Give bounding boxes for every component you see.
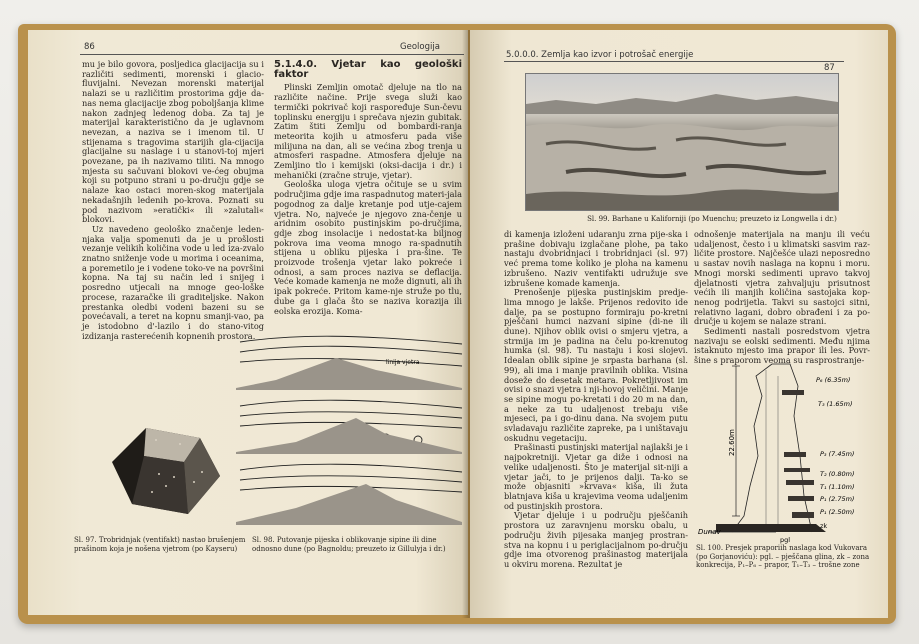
layer-label: P₁ (2.50m) bbox=[820, 508, 855, 516]
wind-line-label: linija vjetra bbox=[386, 359, 420, 366]
figure-100-caption: Sl. 100. Presjek praporiih naslaga kod Vukovara (po Gorjanoviću): pgl. – pješčana glina, zk – zona konkrecija, P₁–P₆ – prapor, T₁–T₃ – trošne zone bbox=[696, 544, 870, 569]
layer-label: T₃ (1.65m) bbox=[818, 400, 853, 408]
pgl-label: pgl bbox=[780, 536, 791, 544]
right-page bbox=[470, 30, 888, 618]
section-height-label: 22.60m bbox=[728, 429, 736, 456]
layer-label: P₁ (2.75m) bbox=[820, 495, 855, 503]
right-column-2 bbox=[694, 230, 870, 366]
paragraph: odnošenje materijala na manju ili veću udaljenost, često i u klimatski sasvim raz-ličite prostore. Najčešće ulazi neposredno u sastav novih naslaga na kopnu i moru. Mnogi morski sedimenti upravo takvoj djelatnosti vjetra zahvaljuju prisutnost većih ili manjih količina sastojaka kop-nenog podrijetla. Takvi su sastojci sitni, relativno lagani, dobro obrađeni i za po-dručje u kojem se nalaze strani. bbox=[694, 229, 870, 327]
layer-label: T₁ (1.10m) bbox=[820, 483, 855, 491]
left-column-1 bbox=[82, 60, 264, 341]
right-page-number: 87 bbox=[824, 63, 835, 73]
left-page bbox=[28, 30, 468, 615]
layer-label: P₆ (6.35m) bbox=[816, 376, 851, 384]
right-running-head: 5.0.0.0. Zemlja kao izvor i potrošač energije bbox=[506, 50, 694, 60]
barchan-photo bbox=[525, 73, 839, 211]
left-column-2 bbox=[274, 60, 462, 316]
dune-migration-diagram bbox=[236, 330, 464, 525]
paragraph: Sedimenti nastali posredstvom vjetra nazivaju se eolski sedimenti. Među njima istaknuto mjesto ima prapor ili les. Povr-šine s praporom veoma su rasprostranje- bbox=[694, 326, 870, 366]
paragraph: Uz navedeno geološko značenje leden-njaka valja spomenuti da je u prošlosti vezanje velikih količina vode u led iza-zvalo znatno sniženje vode u morima i oceanima, a poremetilo je i vodene toko-ve na površini kopna. Na taj su način led i snijeg i posredno utjecali na mnoge geo-loške procese, razaračke ili graditeljske. Nakon prestanka oledbi vodeni bazeni su se povećavali, a teret na kopnu smanji-vao, pa je istodobno d'-lazilo i do stano-vitog izdizanja rasterećenih kopnenih prostora. bbox=[82, 223, 264, 341]
paragraph: mu je bilo govora, posljedica glacijacija su i različiti sedimenti, morenski i glacio-fluvijalni. Nevezan morenski materijal nalazi se u različitim prostorima gdje da-nas nema glacijacije zbog pobolјšanja klime nakon zadnjeg ledenog doba. Za taj je materijal karakteristično da je uglavnom nevezan, a naziva se i imenom til. U stijenama s tragovima starijih gla-cijacija glacijalne su naslage i u stanovi-toj mjeri povezane, pa ih nazivamo tiliti. Na mnogo mjesta su sačuvani blokovi ve-ćeg obujma koji su potpuno strani u po-dručju gdje se nalaze kao ostaci moren-skog materijala nekadašnjih ledenih po-krova. Poznati su pod nazivom »eratički« ili »zalutali« blokovi. bbox=[82, 59, 264, 225]
right-header-rule bbox=[504, 61, 844, 62]
loess-section-diagram bbox=[696, 356, 886, 544]
paragraph: Geološka uloga vjetra očituje se u svim područjima gdje ima raspadnutog materi-jala pogodnog za dalje kretanje pod utje-cajem vjetra. No, najveće je njegovo zna-čenje u aridnim osobito pustinjskim po-dručjima, gdje zbog insolacije i nedostat-ka biljnog pokrova ima veoma mnogo ra-spadnutih stijena u obliku pijeska i pra-šine. Te proizvode trošenja vjetar lako pokreće i odnosi, a sam proces naziva se deflacija. Veće komade kamenja ne može dignuti, ali ih ipak pokreće. Pritom kame-nje struže po tlu, dube ga i glača što se naziva korazija ili eolska erozija. Koma- bbox=[274, 179, 462, 316]
zk-label: zk bbox=[820, 522, 828, 530]
left-header-rule bbox=[80, 54, 464, 55]
figure-99-caption: Sl. 99. Barhane u Kaliforniji (po Muenchu; preuzeto iz Longwella i dr.) bbox=[587, 215, 837, 223]
paragraph: Prašinasti pustinjski materijal najlakši je i najpokretniji. Vjetar ga diže i odnosi na velike udaljenosti. Što je materijal sit-niji a vjetar jači, to je prijenos dalji. Ta-ko se može objasniti »krvava« kiša, ili žuta blatnjava kiša u krajevima veoma udaljenim od pustinjskih prostora. bbox=[504, 442, 688, 511]
ventifact-illustration bbox=[104, 422, 234, 522]
figure-98-caption: Sl. 98. Putovanje pijeska i oblikovanje sipine ili dine odnosno dune (po Bagnoldu; preuzeto iz Gillulyja i dr.) bbox=[252, 536, 446, 553]
figure-97-caption: Sl. 97. Trobridnjak (ventifakt) nastao brušenjem prašinom koja je nošena vjetrom (po Kayseru) bbox=[74, 536, 246, 553]
right-column-1 bbox=[504, 230, 688, 570]
paragraph: di kamenja izloženi udaranju zrna pije-ska i prašine dobivaju izglačane plohe, pa tako nastaju dvobridnjaci i trobridnjaci (sl. 97) već prema tome koliko je ploha na kamenu izbrušeno. Naziv ventifakti udružuje sve izbrušene komade kamenja. bbox=[504, 229, 688, 288]
left-running-head: Geologija bbox=[400, 42, 440, 52]
paragraph: Vjetar djeluje i u području pješčanih prostora uz zaravnjenu morsku obalu, u području živih pijesaka manjeg prostran-stva na kopnu i u periglacijalnom po-dručju gdje ima otvorenog prašinastog materijala u okviru morena. Rezultat je bbox=[504, 510, 688, 569]
section-heading: 5.1.4.0. Vjetar kao geološki faktor bbox=[274, 59, 462, 80]
dunav-label: Dunav bbox=[698, 528, 721, 536]
paragraph: Prenošenje pijeska pustinjskim predje-lima mnogo je lakše. Prijenos redovito ide dalje, pa se postupno formiraju po-kretni pješčani humci nazvani sipine (di-ne ili dune). Njihov oblik ovisi o smjeru vjetra, a strmija im je padina na čelu po-krenutog humka (sl. 98). Tu nastaju i kosi slojevi. Idealan oblik sipine je srpasta barhana (sl. 99), ali ima i manje pravilnih oblika. Visina doseže do desetak metara. Pokretljivost im ovisi o snazi vjetra i nji-hovoj veličini. Manje se sipine mogu po-kretati i do 20 m na dan, a neke za tu udaljenost trebaju više mjeseci, pa i go-dinu dana. Na svojem putu svladavaju različite zapreke, pa i uništavaju oskudnu vegetaciju. bbox=[504, 287, 688, 443]
layer-label: T₂ (0.80m) bbox=[820, 470, 855, 478]
left-page-number: 86 bbox=[84, 42, 95, 52]
layer-label: P₃ (7.45m) bbox=[820, 450, 855, 458]
paragraph: Plinski Zemljin omotač djeluje na tlo na različite načine. Prije svega služi kao termički pokrivač koji raspoređuje Sun-čevu toplinsku energiju i sprečava njezin gubitak. Zatim štiti Zemlju od bombardi-ranja meteorita kojih u atmosferu pada više milijuna na dan, ali se većina zbog trenja u atmosferi raspadne. Atmosfera djeluje na Zemljino tlo i kemijski (oksi-dacija i dr.) i mehanički (zračne struje, vjetar). bbox=[274, 82, 462, 180]
